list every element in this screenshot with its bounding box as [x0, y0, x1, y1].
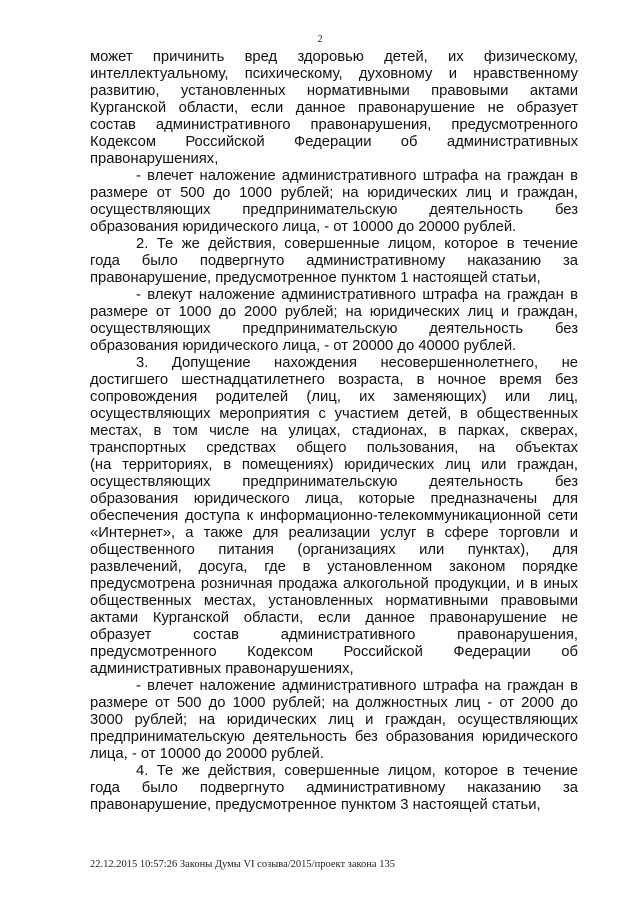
text-line: общественного питания (организациях или пунктах), для — [90, 542, 578, 558]
text-line: правонарушение, предусмотренное пунктом 1 настоящей статьи, — [90, 270, 541, 286]
text-line: образования юридического лица, - от 20000 до 40000 рублей. — [90, 338, 517, 354]
text-line: общественных местах, установленных нормативными правовыми — [90, 593, 578, 609]
text-line: 2. Те же действия, совершенные лицом, которое в течение — [136, 236, 578, 252]
text-line: состав административного правонарушения, предусмотренного — [90, 117, 578, 133]
text-line: образования юридического лица, которые предназначены для — [90, 491, 578, 507]
text-line: транспортных средствах общего пользования, на объектах — [90, 440, 578, 456]
text-line: актами Курганской области, если данное правонарушение не — [90, 610, 578, 626]
text-line: года было подвергнуто административному наказанию за — [90, 253, 578, 269]
text-line: Кодексом Российской Федерации об административных — [90, 134, 578, 150]
text-line: местах, в том числе на улицах, стадионах, в парках, скверах, — [90, 423, 578, 439]
text-line: предусмотренного Кодексом Российской Федерации об — [90, 644, 578, 660]
text-line: достигшего шестнадцатилетнего возраста, в ночное время без — [90, 372, 578, 388]
text-line: - влечет наложение административного штрафа на граждан в — [136, 678, 578, 694]
text-line: Курганской области, если данное правонарушение не образует — [90, 100, 578, 116]
text-line: «Интернет», а также для реализации услуг в сфере торговли и — [90, 525, 578, 541]
text-line: может причинить вред здоровью детей, их физическому, — [90, 49, 578, 65]
text-line: предпринимательскую деятельность без образования юридического — [90, 729, 578, 745]
text-line: образует состав административного правонарушения, — [90, 627, 578, 643]
text-line: административных правонарушениях, — [90, 661, 354, 677]
text-line: 3. Допущение нахождения несовершеннолетнего, не — [136, 355, 578, 371]
text-line: развлечений, досуга, где в установленном законом порядке — [90, 559, 578, 575]
text-line: 4. Те же действия, совершенные лицом, которое в течение — [136, 763, 578, 779]
page-number: 2 — [317, 34, 323, 45]
text-line: 3000 рублей; на юридических лиц и граждан, осуществляющих — [90, 712, 578, 728]
text-line: интеллектуальному, психическому, духовному и нравственному — [90, 66, 578, 82]
text-line: - влечет наложение административного штрафа на граждан в — [136, 168, 578, 184]
text-line: осуществляющих предпринимательскую деятельность без — [90, 474, 578, 490]
text-line: развитию, установленных нормативными правовыми актами — [90, 83, 578, 99]
text-line: размере от 500 до 1000 рублей; на должностных лиц - от 2000 до — [90, 695, 578, 711]
text-line: сопровождения родителей (лиц, их заменяющих) или лиц, — [90, 389, 578, 405]
text-line: правонарушениях, — [90, 151, 219, 167]
text-line: размере от 500 до 1000 рублей; на юридических лиц и граждан, — [90, 185, 578, 201]
text-line: лица, - от 10000 до 20000 рублей. — [90, 746, 324, 762]
footer-stamp: 22.12.2015 10:57:26 Законы Думы VI созыва/2015/проект закона 135 — [90, 859, 395, 870]
text-line: обеспечения доступа к информационно-телекоммуникационной сети — [90, 508, 578, 524]
text-line: - влекут наложение административного штрафа на граждан в — [136, 287, 578, 303]
text-line: года было подвергнуто административному наказанию за — [90, 780, 578, 796]
text-line: размере от 1000 до 2000 рублей; на юридических лиц и граждан, — [90, 304, 578, 320]
text-line: правонарушение, предусмотренное пунктом 3 настоящей статьи, — [90, 797, 541, 813]
text-line: осуществляющих предпринимательскую деятельность без — [90, 202, 578, 218]
text-line: образования юридического лица, - от 10000 до 20000 рублей. — [90, 219, 517, 235]
text-line: осуществляющих мероприятия с участием детей, в общественных — [90, 406, 578, 422]
text-line: осуществляющих предпринимательскую деятельность без — [90, 321, 578, 337]
text-line: предусмотрена розничная продажа алкогольной продукции, и в иных — [90, 576, 578, 592]
text-line: (на территориях, в помещениях) юридических лиц или граждан, — [90, 457, 578, 473]
